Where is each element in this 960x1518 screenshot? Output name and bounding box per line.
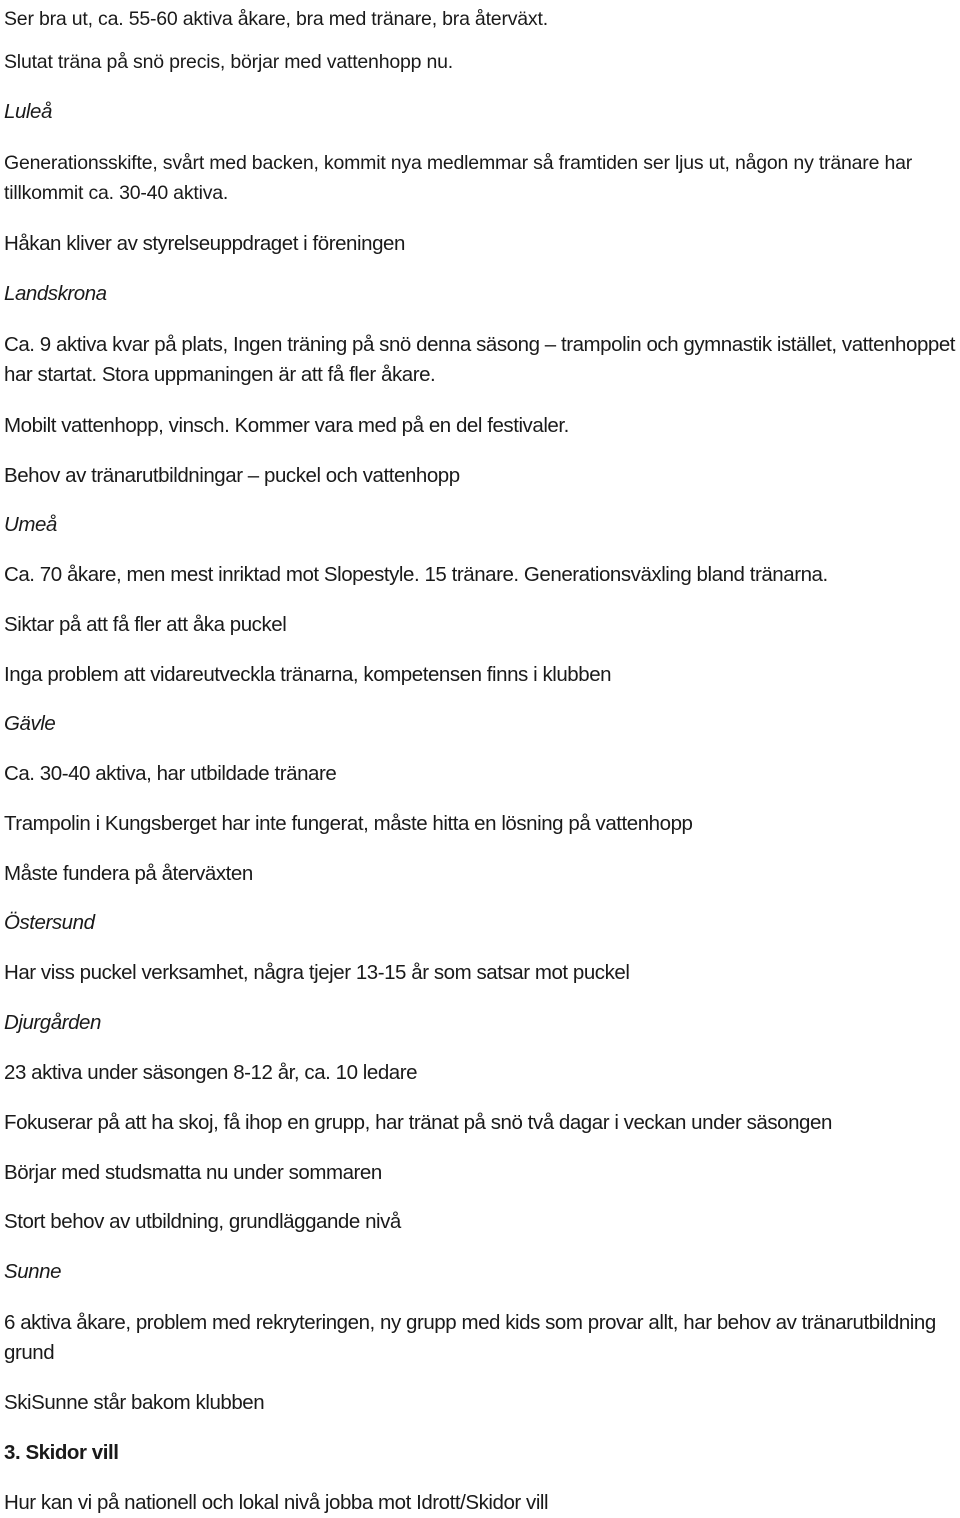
- section-heading-djurgarden: Djurgården: [4, 1011, 101, 1034]
- paragraph-line: Ca. 70 åkare, men mest inriktad mot Slopestyle. 15 tränare. Generationsväxling bland tränarna.: [4, 563, 828, 586]
- paragraph-line: Generationsskifte, svårt med backen, kommit nya medlemmar så framtiden ser ljus ut, någon ny tränare har tillkommit ca. 30-40 aktiva.: [4, 152, 913, 204]
- paragraph-line: Har viss puckel verksamhet, några tjejer 13-15 år som satsar mot puckel: [4, 961, 630, 984]
- paragraph-line: Ca. 9 aktiva kvar på plats, Ingen träning på snö denna säsong – trampolin och gymnastik istället, vattenhoppet har startat. Stora uppmaningen är att få fler åkare.: [4, 333, 956, 386]
- paragraph-line: Siktar på att få fler att åka puckel: [4, 613, 287, 636]
- numbered-heading: 3. Skidor vill: [4, 1441, 119, 1464]
- section-heading-gavle: Gävle: [4, 712, 56, 735]
- paragraph-line: Behov av tränarutbildningar – puckel och vattenhopp: [4, 464, 460, 487]
- paragraph-line: Måste fundera på återväxten: [4, 862, 253, 885]
- paragraph-line: Mobilt vattenhopp, vinsch. Kommer vara med på en del festivaler.: [4, 414, 569, 437]
- paragraph-line: Börjar med studsmatta nu under sommaren: [4, 1161, 382, 1184]
- paragraph-line: 23 aktiva under säsongen 8-12 år, ca. 10 ledare: [4, 1061, 418, 1084]
- paragraph-line: 6 aktiva åkare, problem med rekryteringen, ny grupp med kids som provar allt, har behov av tränarutbildning grund: [4, 1311, 936, 1364]
- paragraph-line: Trampolin i Kungsberget har inte fungerat, måste hitta en lösning på vattenhopp: [4, 812, 693, 835]
- paragraph-line: Ca. 30-40 aktiva, har utbildade tränare: [4, 762, 337, 785]
- section-heading-lulea: Luleå: [4, 100, 52, 123]
- section-heading-landskrona: Landskrona: [4, 282, 107, 305]
- paragraph-line: Fokuserar på att ha skoj, få ihop en grupp, har tränat på snö två dagar i veckan under säsongen: [4, 1111, 832, 1134]
- paragraph-line: Ser bra ut, ca. 55-60 aktiva åkare, bra med tränare, bra återväxt.: [4, 8, 548, 30]
- paragraph-line: Håkan kliver av styrelseuppdraget i föreningen: [4, 232, 405, 255]
- paragraph-line: Slutat träna på snö precis, börjar med vattenhopp nu.: [4, 51, 454, 73]
- paragraph-line: Stort behov av utbildning, grundläggande nivå: [4, 1210, 401, 1233]
- paragraph-line: SkiSunne står bakom klubben: [4, 1391, 265, 1414]
- paragraph-line: Inga problem att vidareutveckla tränarna, kompetensen finns i klubben: [4, 663, 612, 686]
- section-heading-sunne: Sunne: [4, 1260, 62, 1283]
- section-heading-umea: Umeå: [4, 513, 57, 536]
- paragraph-line: Hur kan vi på nationell och lokal nivå jobba mot Idrott/Skidor vill: [4, 1491, 549, 1514]
- section-heading-ostersund: Östersund: [4, 911, 95, 934]
